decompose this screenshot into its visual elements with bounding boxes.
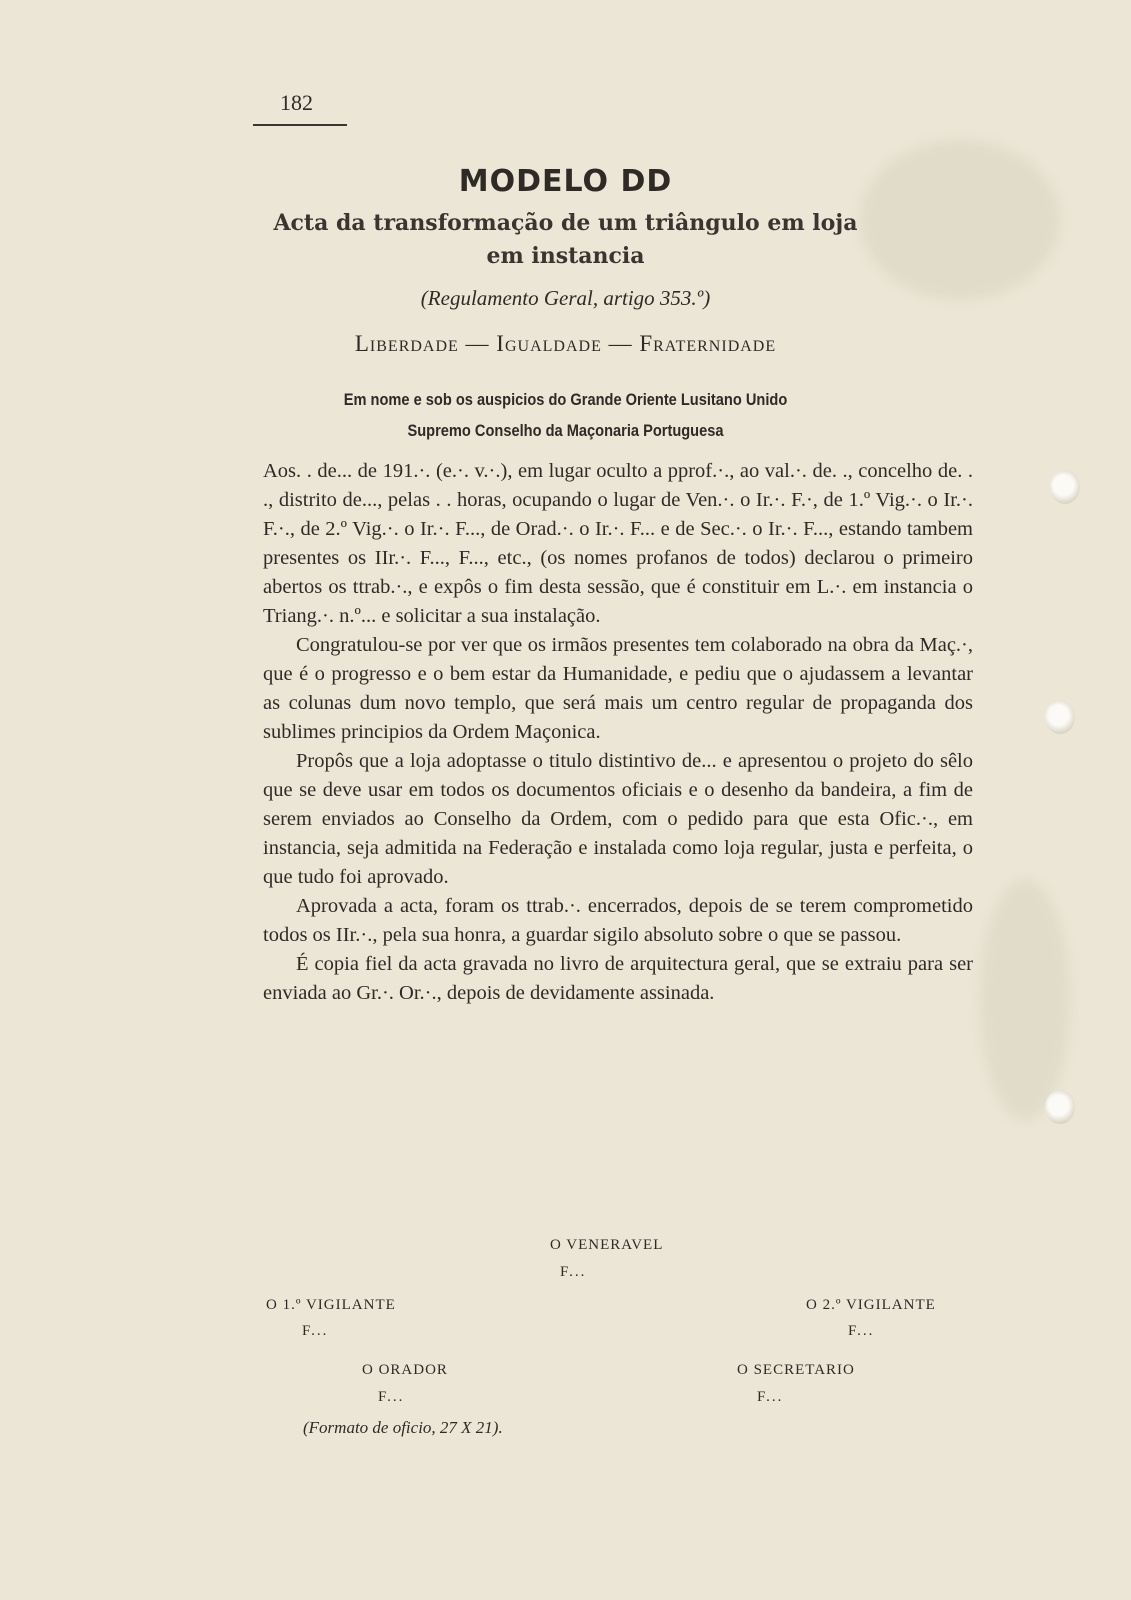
- document-title: [0, 207, 1131, 273]
- signature-orador-line: F...: [378, 1389, 405, 1405]
- signature-second-vigilante-line: F...: [848, 1323, 875, 1339]
- regulation-reference: (Regulamento Geral, artigo 353.º): [420, 286, 711, 310]
- paragraph: É copia fiel da acta gravada no livro de arquitectura geral, que se extraiu para ser enviada ao Gr.·. Or.·., depois de devidamente assinada.: [263, 953, 973, 1004]
- format-footnote: (Formato de oficio, 27 X 21).: [303, 1418, 503, 1437]
- page-number: 182: [280, 90, 313, 115]
- paragraph: Propôs que a loja adoptasse o titulo distintivo de... e apresentou o projeto do sêlo que se deve usar em todos os documentos oficiais e o desenho da bandeira, a fim de serem enviados ao Conselho da Ordem, com o pedido para que esta Ofic.·., em instancia, seja admitida na Federação e instalada como loja regular, justa e perfeita, o que tudo foi aprovado.: [263, 750, 973, 888]
- title-line-2: em instancia: [486, 243, 645, 269]
- paragraph: Aos. . de... de 191.·. (e.·. v.·.), em lugar oculto a pprof.·., ao val.·. de. ., concelho de. . ., distrito de..., pelas . . horas, ocupando o lugar de Ven.·. o Ir.·. F.·, de 1.º Vig.·. o Ir.·. F.·., de 2.º Vig.·. o Ir.·. F..., de Orad.·. o Ir.·. F... e de Sec.·. o Ir.·. F..., estando tambem presentes os IIr.·. F..., F..., etc., (os nomes profanos de todos) declarou o primeiro abertos os ttrab.·., e expôs o fim desta sessão, que é constituir em L.·. em instancia o Triang.·. n.º... e solicitar a sua instalação.: [263, 460, 973, 627]
- minutes-body: [263, 457, 973, 1008]
- punch-hole: [1045, 1090, 1075, 1124]
- auspices-line-2: Supremo Conselho da Maçonaria Portuguesa: [407, 421, 724, 440]
- paragraph: Congratulou-se por ver que os irmãos presentes tem colaborado na obra da Maç.·, que é o progresso e o bem estar da Humanidade, e pediu que o ajudassem a levantar as colunas dum novo templo, que será mais um centro regular de propaganda dos sublimes principios da Ordem Maçonica.: [263, 634, 973, 743]
- model-heading: MODELO DD: [458, 164, 673, 199]
- signature-first-vigilante-line: F...: [302, 1323, 329, 1339]
- punch-hole: [1050, 470, 1080, 504]
- signature-secretario: O SECRETARIO: [737, 1362, 855, 1378]
- title-line-1: Acta da transformação de um triângulo em loja: [273, 210, 858, 236]
- signature-veneravel-line: F...: [560, 1264, 587, 1280]
- signature-secretario-line: F...: [757, 1389, 784, 1405]
- paper-stain: [980, 880, 1070, 1120]
- motto: Liberdade — Igualdade — Fraternidade: [354, 331, 777, 356]
- signature-orador: O ORADOR: [362, 1362, 448, 1378]
- page-number-rule: [253, 124, 347, 126]
- auspices-block: [79, 384, 1052, 446]
- signature-first-vigilante: O 1.º VIGILANTE: [266, 1297, 396, 1313]
- paragraph: Aprovada a acta, foram os ttrab.·. encerrados, depois de se terem comprometido todos os IIr.·., pela sua honra, a guardar sigilo absoluto sobre o que se passou.: [263, 895, 973, 946]
- punch-hole: [1045, 700, 1075, 734]
- auspices-line-1: Em nome e sob os auspicios do Grande Oriente Lusitano Unido: [343, 390, 788, 409]
- signature-veneravel: O VENERAVEL: [550, 1237, 664, 1253]
- signature-second-vigilante: O 2.º VIGILANTE: [806, 1297, 936, 1313]
